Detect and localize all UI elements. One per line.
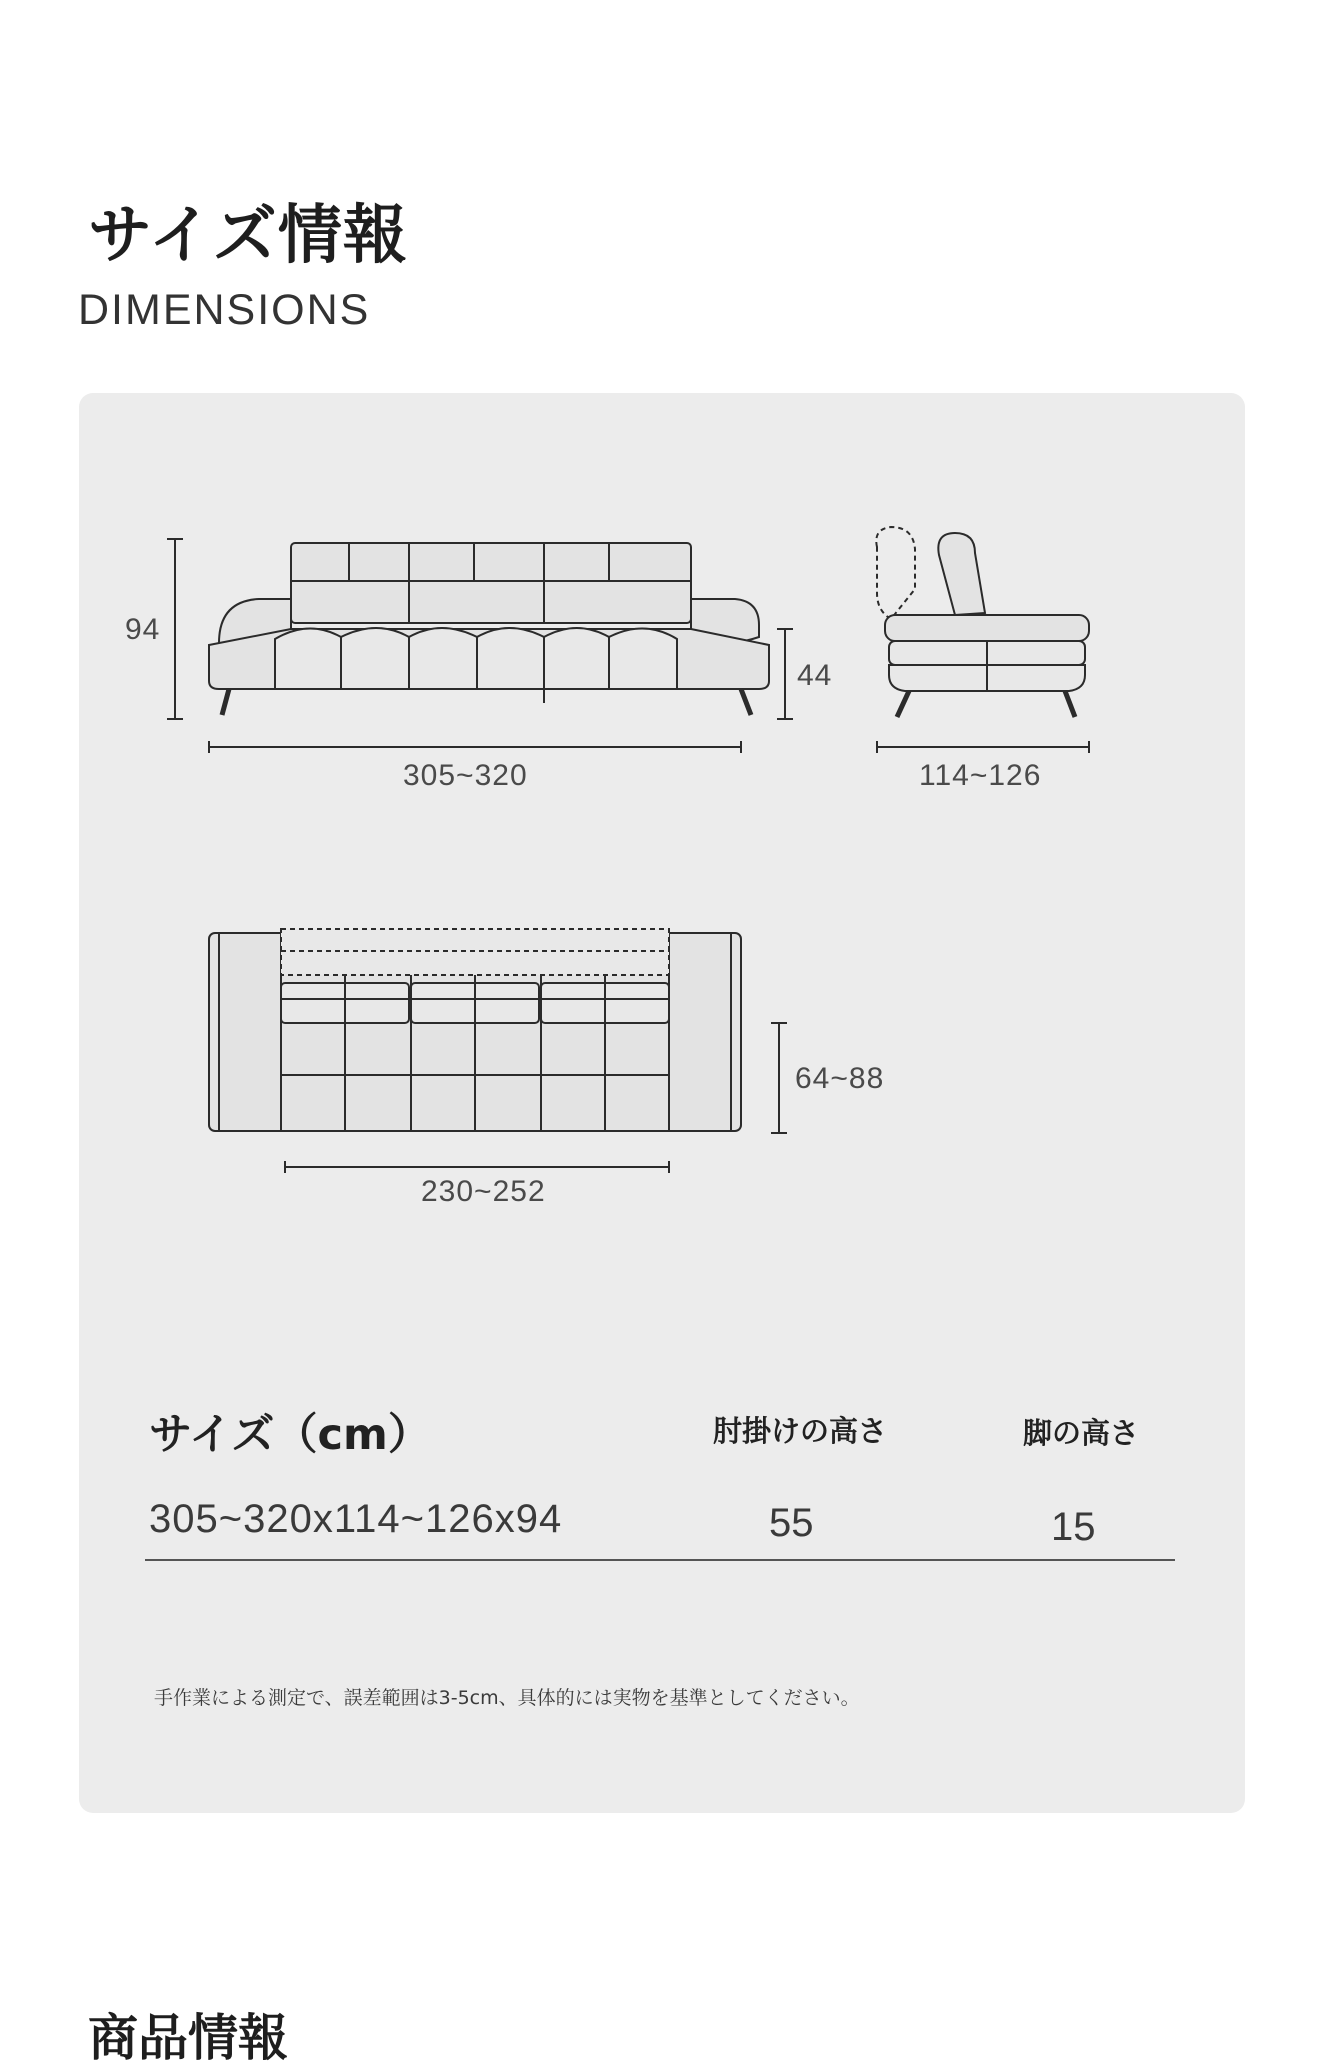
size-heading: サイズ（cm） [149,1410,431,1460]
top-width-label: 230~252 [421,1175,546,1208]
armrest-height-value: 55 [769,1501,814,1545]
leg-height-value: 15 [1051,1505,1096,1549]
product-info-title: 商品情報 [88,2009,288,2067]
section-title-en: DIMENSIONS [78,286,371,334]
armrest-height-heading: 肘掛けの高さ [713,1414,888,1448]
spec-divider [145,1559,1175,1561]
front-height-label: 94 [125,613,161,646]
side-depth-label: 114~126 [919,759,1042,792]
side-view-drawing [876,527,1089,753]
top-view-drawing [209,929,787,1173]
seat-height-label: 44 [797,659,833,692]
top-depth-label: 64~88 [795,1062,885,1095]
dimensions-panel [79,393,1245,1813]
front-view-drawing [167,539,793,753]
measurement-note: 手作業による測定で、誤差範囲は3-5cm、具体的には実物を基準としてください。 [154,1687,860,1709]
leg-height-heading: 脚の高さ [1023,1416,1140,1450]
section-title-jp: サイズ情報 [88,199,408,273]
front-width-label: 305~320 [403,759,528,792]
size-value: 305~320x114~126x94 [149,1497,563,1541]
sofa-dimension-diagram [79,393,1245,1273]
